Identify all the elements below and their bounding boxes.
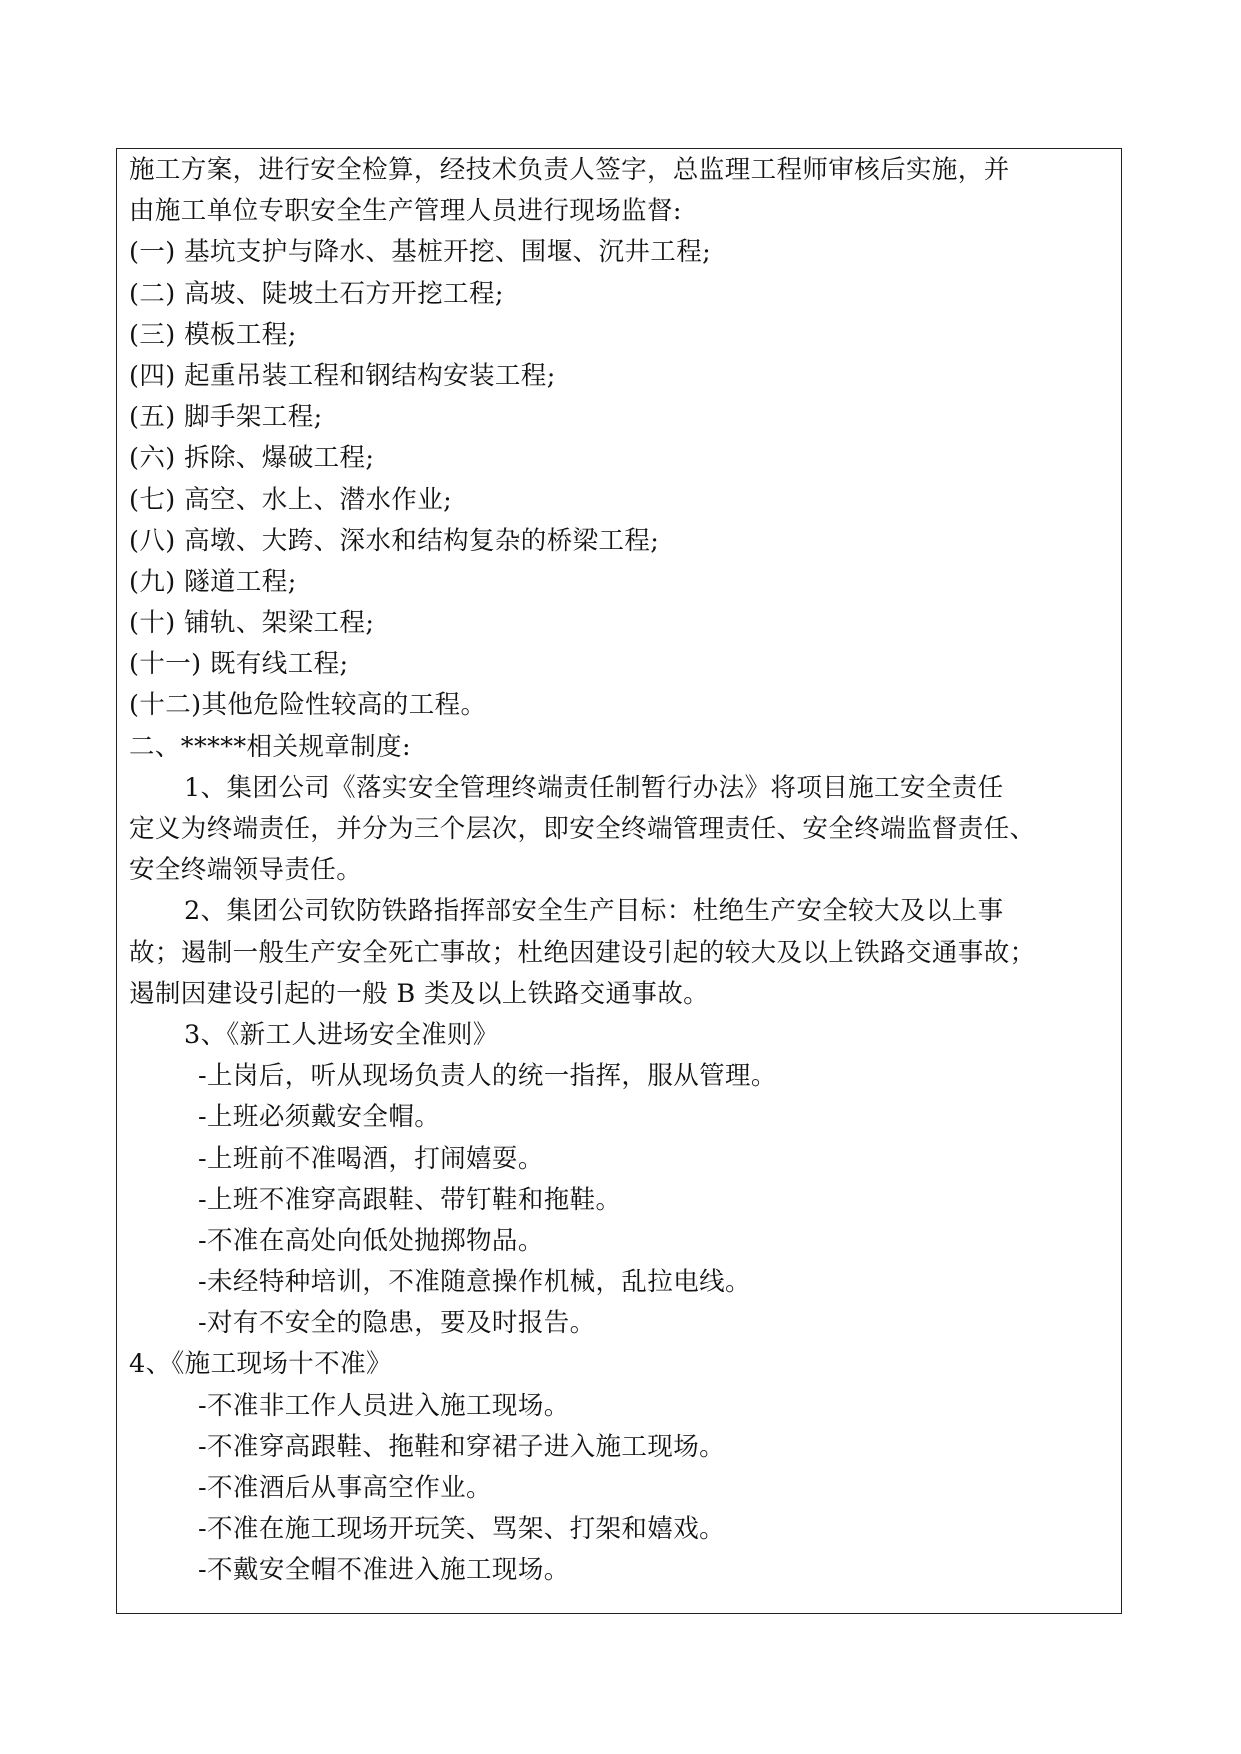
list-item: (九) 隧道工程; (129, 566, 297, 597)
paragraph-line: 定义为终端责任，并分为三个层次，即安全终端管理责任、安全终端监督责任、 (129, 814, 1036, 844)
list-item: (二) 高坡、陡坡土石方开挖工程; (129, 278, 504, 309)
rule-item: -上班前不准喝酒，打闹嬉耍。 (198, 1143, 544, 1174)
rule-item: -未经特种培训，不准随意操作机械，乱拉电线。 (198, 1267, 751, 1298)
subsection-heading: 4、《施工现场十不准》 (129, 1349, 392, 1380)
list-item: (十二)其他危险性较高的工程。 (129, 690, 487, 721)
list-item: (四) 起重吊装工程和钢结构安装工程; (129, 360, 556, 391)
list-item: (八) 高墩、大跨、深水和结构复杂的桥梁工程; (129, 525, 660, 556)
paragraph-line: 遏制因建设引起的一般 B 类及以上铁路交通事故。 (129, 978, 710, 1009)
subsection-heading: 3、《新工人进场安全准则》 (184, 1019, 499, 1050)
paragraph-line: 故；遏制一般生产安全死亡事故；杜绝因建设引起的较大及以上铁路交通事故； (129, 937, 1036, 968)
list-item: (五) 脚手架工程; (129, 402, 323, 433)
list-item: (六) 拆除、爆破工程; (129, 443, 375, 474)
section-heading: 二、*****相关规章制度: (129, 731, 411, 762)
paragraph-line: 施工方案，进行安全检算，经技术负责人签字，总监理工程师审核后实施，并 (129, 155, 1010, 185)
rule-item: -上班必须戴安全帽。 (198, 1102, 441, 1133)
rule-item: -不准穿高跟鞋、拖鞋和穿裙子进入施工现场。 (198, 1431, 726, 1462)
paragraph-line: 安全终端领导责任。 (129, 855, 363, 886)
rule-item: -不准在施工现场开玩笑、骂架、打架和嬉戏。 (198, 1514, 726, 1545)
rule-item: -不准非工作人员进入施工现场。 (198, 1390, 570, 1421)
rule-item: -不准在高处向低处抛掷物品。 (198, 1225, 544, 1256)
list-item: (一) 基坑支护与降水、基桩开挖、围堰、沉井工程; (129, 237, 712, 268)
list-item: (十) 铺轨、架梁工程; (129, 608, 375, 639)
paragraph-line: 由施工单位专职安全生产管理人员进行现场监督: (129, 196, 682, 227)
document-body (129, 150, 1115, 1592)
list-item: (七) 高空、水上、潜水作业; (129, 484, 453, 515)
rule-item: -不准酒后从事高空作业。 (198, 1473, 492, 1503)
list-item: (十一) 既有线工程; (129, 649, 349, 680)
paragraph-line: 1、集团公司《落实安全管理终端责任制暂行办法》将项目施工安全责任 (184, 772, 1004, 803)
rule-item: -对有不安全的隐患，要及时报告。 (198, 1308, 596, 1339)
rule-item: -不戴安全帽不准进入施工现场。 (198, 1555, 570, 1586)
list-item: (三) 模板工程; (129, 319, 297, 350)
rule-item: -上岗后，听从现场负责人的统一指挥，服从管理。 (198, 1061, 777, 1092)
paragraph-line: 2、集团公司钦防铁路指挥部安全生产目标：杜绝生产安全较大及以上事 (184, 896, 1004, 927)
rule-item: -上班不准穿高跟鞋、带钉鞋和拖鞋。 (198, 1184, 622, 1215)
